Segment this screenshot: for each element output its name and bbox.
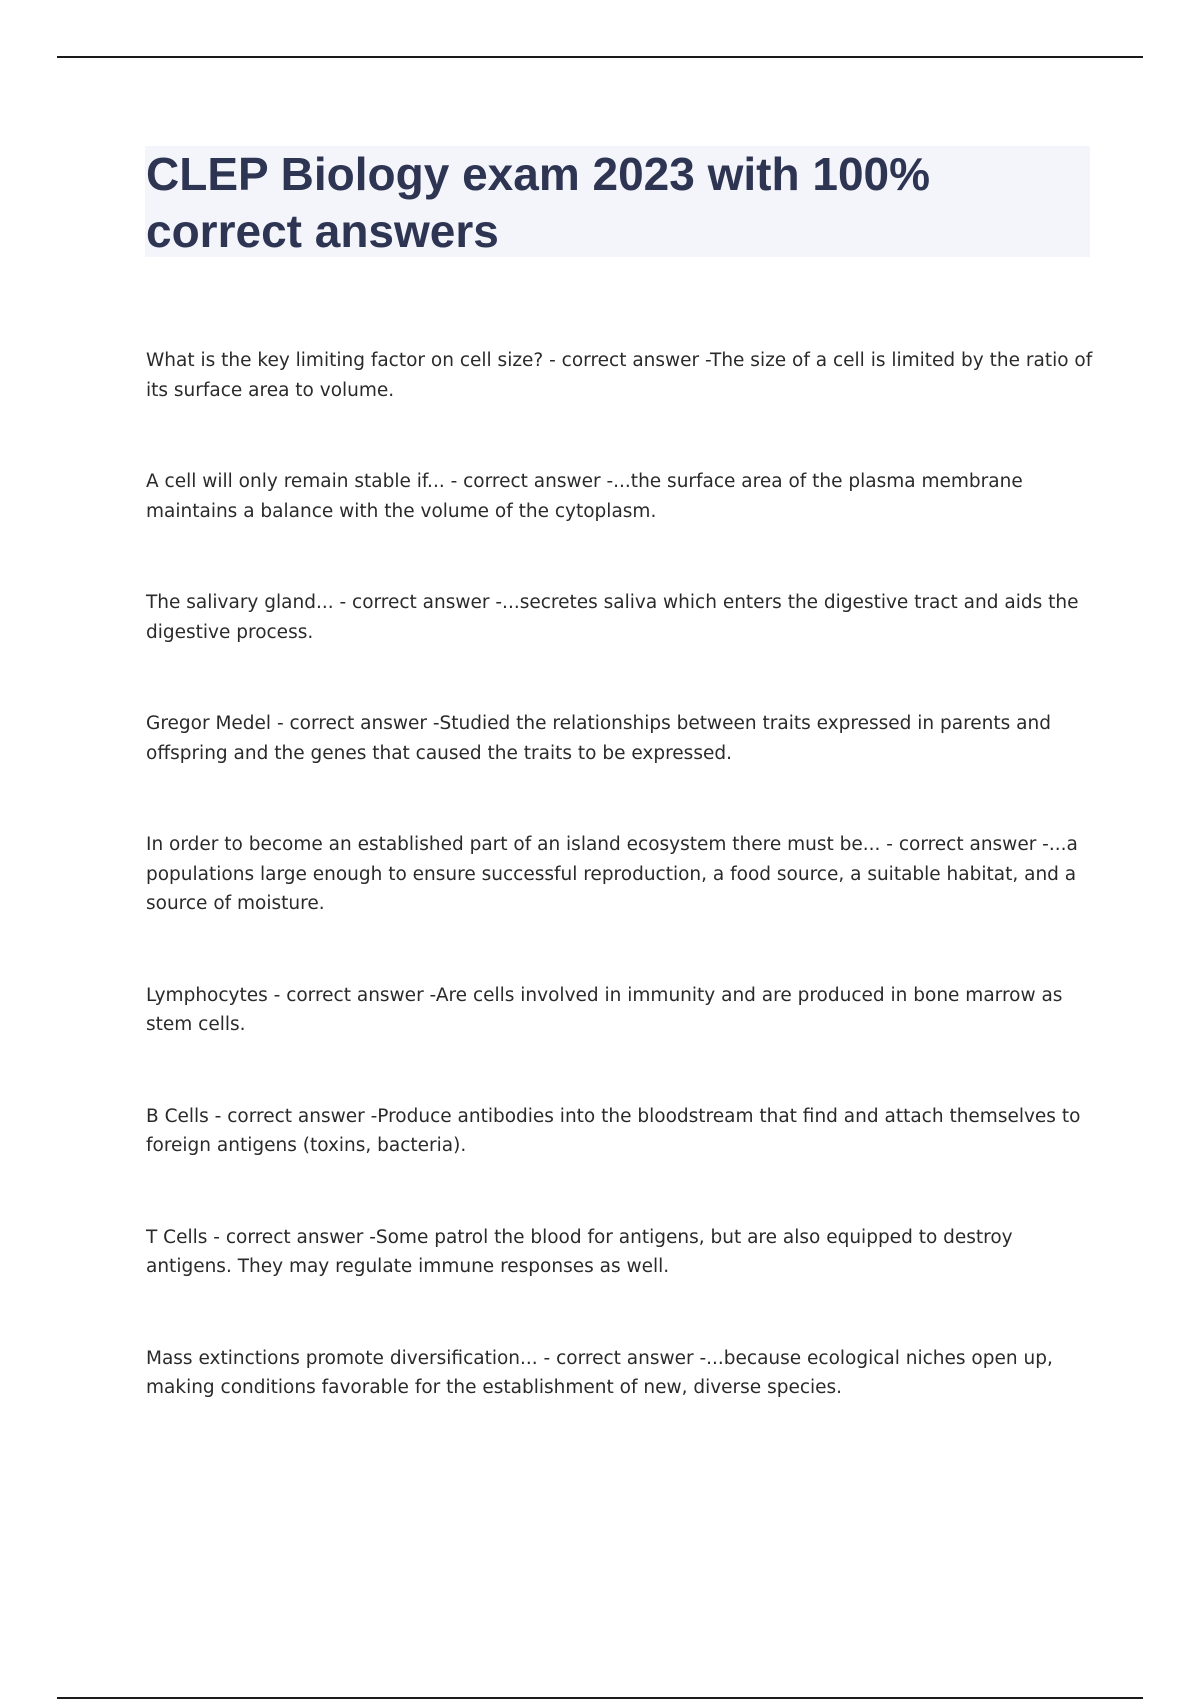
qa-item: T Cells - correct answer -Some patrol the blood for antigens, but are also equipped to destroy antigens. They may regulate immune responses as well. xyxy=(146,1226,1013,1277)
qa-item: The salivary gland... - correct answer -...secretes saliva which enters the digestive tract and aids the digestive process. xyxy=(146,592,1079,643)
top-rule xyxy=(57,56,1143,58)
qa-list xyxy=(146,346,1096,1465)
qa-item: What is the key limiting factor on cell size? - correct answer -The size of a cell is limited by the ratio of its surface area to volume. xyxy=(146,350,1093,401)
qa-item: Mass extinctions promote diversification... - correct answer -...because ecological niches open up, making conditions favorable for the establishment of new, diverse species. xyxy=(146,1347,1053,1398)
bottom-rule xyxy=(57,1697,1143,1699)
qa-item: Gregor Medel - correct answer -Studied the relationships between traits expressed in parents and offspring and the genes that caused the traits to be expressed. xyxy=(146,713,1051,764)
qa-item: A cell will only remain stable if... - correct answer -...the surface area of the plasma membrane maintains a balance with the volume of the cytoplasm. xyxy=(146,471,1023,522)
qa-item: Lymphocytes - correct answer -Are cells involved in immunity and are produced in bone marrow as stem cells. xyxy=(146,984,1063,1035)
document-title: CLEP Biology exam 2023 with 100% correct answers xyxy=(146,148,931,257)
qa-item: B Cells - correct answer -Produce antibodies into the bloodstream that find and attach themselves to foreign antigens (toxins, bacteria). xyxy=(146,1105,1081,1156)
qa-item: In order to become an established part of an island ecosystem there must be... - correct answer -...a populations large enough to ensure successful reproduction, a food source, a suitable habitat, and a source of moisture. xyxy=(146,834,1078,914)
